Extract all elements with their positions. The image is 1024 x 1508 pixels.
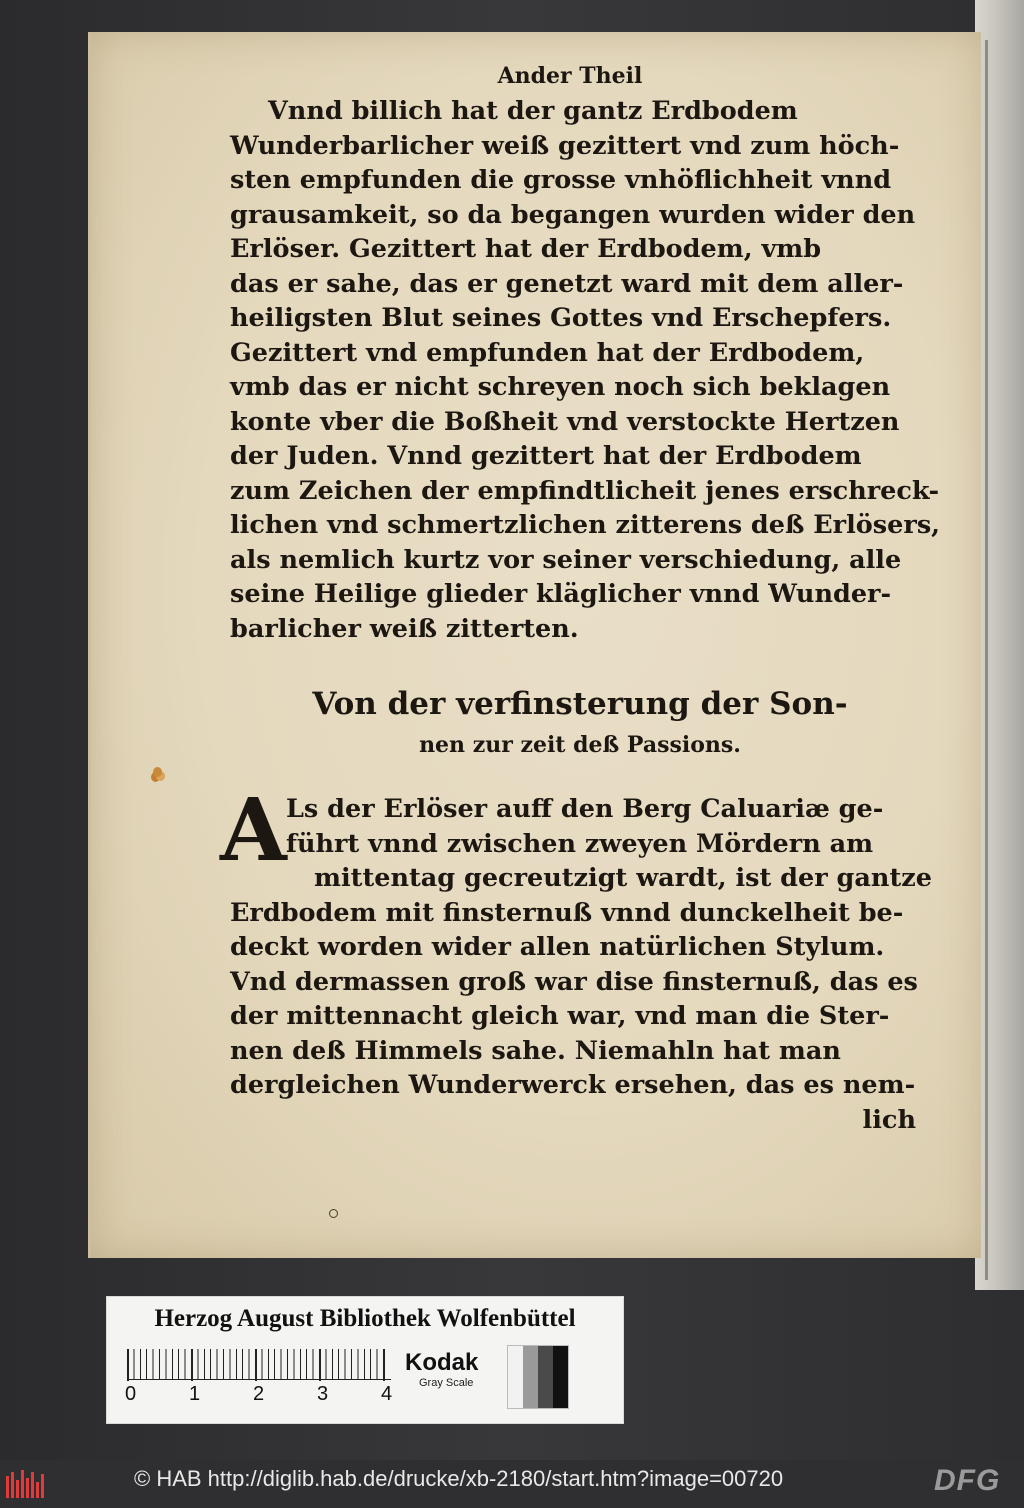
section-heading [230, 684, 930, 760]
ruler-major-tick [319, 1349, 321, 1381]
text-line: der Juden. Vnnd gezittert hat der Erdbodem [230, 441, 862, 471]
text-line: grausamkeit, so da begangen wurden wider den [230, 199, 916, 230]
ruler-major-tick [191, 1349, 193, 1381]
text-line: Vnnd billich hat der gantz Erdbodem [268, 96, 798, 126]
text-line: nen deß Himmels sahe. Niemahln hat man [230, 1035, 841, 1066]
heading-line-2: nen zur zeit deß Passions. [419, 732, 741, 758]
gray-patch [523, 1346, 538, 1408]
text-line: Gezittert vnd empfunden hat der Erdbodem, [230, 337, 865, 368]
ruler-number: 2 [253, 1383, 265, 1405]
copyright-link[interactable]: © HAB http://diglib.hab.de/drucke/xb-2180/start.htm?image=00720 [134, 1466, 784, 1491]
gray-scale-label: Gray Scale [419, 1377, 474, 1389]
text-line: lichen vnd schmertzlichen zitterens deß Erlösers, [230, 510, 941, 540]
library-name: Herzog August Bibliothek Wolfenbüttel [154, 1305, 576, 1332]
text-line: deckt worden wider allen natürlichen Stylum. [230, 932, 885, 962]
text-line: als nemlich kurtz vor seiner verschiedung, alle [230, 544, 902, 575]
text-line: vmb das er nicht schreyen noch sich beklagen [230, 372, 891, 402]
text-line: dergleichen Wunderwerck ersehen, das es nem- [230, 1070, 916, 1100]
text-line: sten empfunden die grosse vnhöflichheit vnnd [230, 165, 892, 195]
dfg-logo: DFG [934, 1464, 1001, 1497]
ruler-number: 3 [317, 1383, 329, 1405]
paragraph-2 [220, 780, 932, 1137]
text-line: zum Zeichen der empfindtlicheit jenes erschreck- [230, 475, 940, 506]
text-line: der mittennacht gleich war, vnd man die Ster- [230, 1001, 890, 1031]
text-line: konte vber die Boßheit vnd verstockte Hertzen [230, 406, 900, 437]
text-line: führt vnnd zwischen zweyen Mördern am [286, 828, 874, 859]
text-line: Vnd dermassen groß war dise finsternuß, das es [230, 966, 918, 997]
gray-patch [508, 1346, 523, 1408]
text-line: heiligsten Blut seines Gottes vnd Erschepfers. [230, 303, 892, 333]
text-line: Wunderbarlicher weiß gezittert vnd zum höch- [230, 130, 900, 161]
color-target-card [106, 1296, 624, 1424]
ruler-major-tick [383, 1349, 385, 1381]
heading-line-1: Von der verfinsterung der Son- [312, 686, 848, 722]
adjacent-page-edge [975, 0, 1024, 1290]
text-line: Erdbodem mit finsternuß vnnd dunckelheit be- [230, 897, 904, 928]
paper-mark [329, 1209, 338, 1218]
text-line: Ls der Erlöser auff den Berg Caluariæ ge- [286, 794, 884, 824]
ruler-baseline [127, 1349, 391, 1380]
hab-logo-icon [6, 1470, 46, 1498]
page-text [220, 58, 941, 1137]
ruler-number: 4 [381, 1383, 393, 1405]
gray-scale-patches [507, 1345, 569, 1409]
gray-patch [538, 1346, 553, 1408]
gray-patch [553, 1346, 568, 1408]
kodak-logo: Kodak [405, 1349, 479, 1376]
catchword: lich [862, 1104, 916, 1135]
paper-stain [153, 767, 162, 777]
ruler-numbers [121, 1383, 421, 1409]
text-line: das er sahe, das er genetzt ward mit dem aller- [230, 268, 904, 299]
text-line: barlicher weiß zitterten. [230, 613, 579, 644]
running-head: Ander Theil [497, 63, 643, 89]
drop-cap-initial: A [220, 780, 287, 881]
ruler-number: 1 [189, 1383, 201, 1405]
ruler-major-tick [255, 1349, 257, 1381]
ruler-number: 0 [125, 1383, 137, 1405]
ruler-major-tick [127, 1349, 129, 1381]
text-line: Erlöser. Gezittert hat der Erdbodem, vmb [230, 234, 822, 264]
text-line: seine Heilige glieder kläglicher vnnd Wunder- [230, 579, 892, 609]
text-line: mittentag gecreutzigt wardt, ist der gantze [314, 863, 932, 893]
paragraph-1 [230, 94, 941, 646]
